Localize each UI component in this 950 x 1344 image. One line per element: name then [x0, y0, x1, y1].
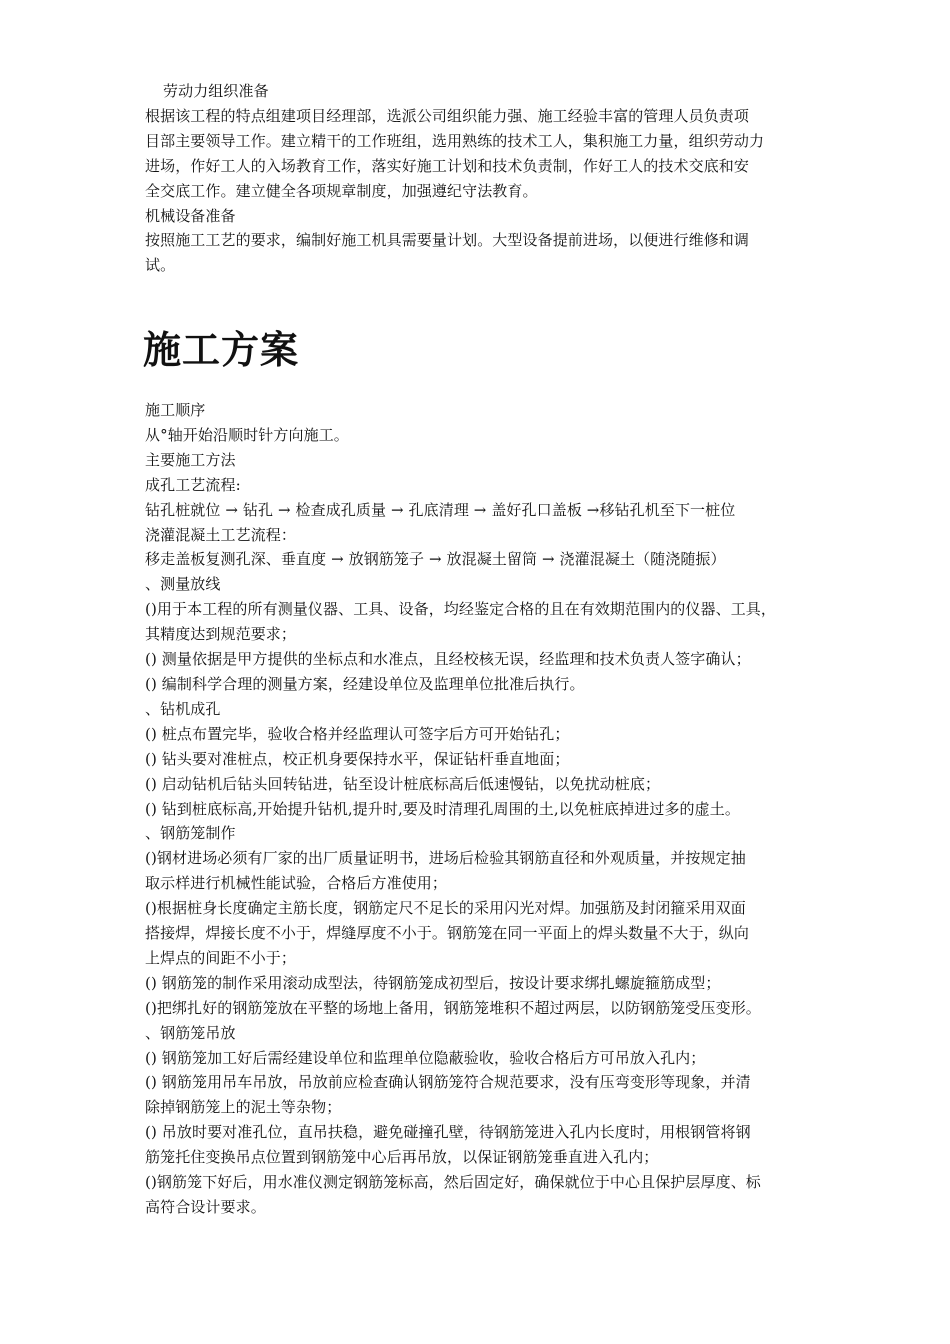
- list-item-line: ()根据桩身长度确定主筋长度，钢筋定尺不足长的采用闪光对焊。加强筋及封闭箍采用双面: [145, 899, 746, 918]
- paragraph-line: 根据该工程的特点组建项目经理部，选派公司组织能力强、施工经验丰富的管理人员负责项: [145, 106, 750, 125]
- list-item-line: () 桩点布置完毕，验收合格并经监理认可签字后方可开始钻孔；: [145, 724, 570, 743]
- paragraph-line: 按照施工工艺的要求，编制好施工机具需要量计划。大型设备提前进场，以便进行维修和调: [145, 231, 750, 250]
- paragraph-line: 目部主要领导工作。建立精干的工作班组，选用熟练的技术工人，集积施工力量，组织劳动力: [145, 131, 765, 150]
- heading-equipment-prep: 机械设备准备: [145, 206, 236, 225]
- list-item-line: () 钢筋笼用吊车吊放，吊放前应检查确认钢筋笼符合规范要求，没有压弯变形等现象，并清: [145, 1073, 751, 1092]
- subheading-survey: 、测量放线: [145, 575, 221, 594]
- list-item-line: () 启动钻机后钻头回转钻进，钻至设计桩底标高后低速慢钻，以免扰动桩底；: [145, 774, 661, 793]
- process-flow-line: 钻孔桩就位 → 钻孔 → 检查成孔质量 → 孔底清理 → 盖好孔口盖板 →移钻孔机至下一桩位: [145, 500, 736, 519]
- list-item-line: 高符合设计要求。: [145, 1198, 266, 1216]
- list-item-line: () 钢筋笼的制作采用滚动成型法，待钢筋笼成初型后，按设计要求绑扎螺旋箍筋成型；: [145, 973, 721, 992]
- list-item-line: ()钢筋笼下好后，用水准仪测定钢筋笼标高，然后固定好，确保就位于中心且保护层厚度、标: [145, 1173, 761, 1192]
- paragraph-line: 全交底工作。建立健全各项规章制度，加强遵纪守法教育。: [145, 181, 538, 200]
- list-item-line: 筋笼托住变换吊点位置到钢筋笼中心后再吊放，以保证钢筋笼垂直进入孔内；: [145, 1148, 659, 1167]
- paragraph-line: 从°轴开始沿顺时针方向施工。: [145, 425, 349, 444]
- list-item-line: 上焊点的间距不小于；: [145, 948, 297, 967]
- list-item-line: ()钢材进场必须有厂家的出厂质量证明书，进场后检验其钢筋直径和外观质量，并按规定抽: [145, 849, 746, 868]
- subheading-drilling: 、钻机成孔: [145, 699, 221, 718]
- paragraph-line: 试。: [145, 256, 176, 275]
- subheading-cage-hoisting: 、钢筋笼吊放: [145, 1023, 236, 1042]
- paragraph-line: 成孔工艺流程:: [145, 475, 241, 494]
- list-item-line: () 编制科学合理的测量方案，经建设单位及监理单位批准后执行。: [145, 674, 585, 693]
- list-item-line: () 吊放时要对准孔位，直吊扶稳，避免碰撞孔壁，待钢筋笼进入孔内长度时，用根钢管将钢: [145, 1123, 751, 1142]
- section-title: 施工方案: [143, 327, 300, 372]
- subheading-cage-fabrication: 、钢筋笼制作: [145, 824, 236, 843]
- list-item-line: 其精度达到规范要求；: [145, 625, 297, 644]
- preparation-section: [145, 79, 817, 278]
- construction-plan-section: [145, 398, 817, 1220]
- list-item-line: 取示样进行机械性能试验，合格后方准使用；: [145, 874, 448, 893]
- list-item-line: 除掉钢筋笼上的泥土等杂物；: [145, 1098, 342, 1117]
- list-item-line: ()用于本工程的所有测量仪器、工具、设备，均经鉴定合格的且在有效期范围内的仪器、工具，: [145, 600, 777, 619]
- paragraph-line: 浇灌混凝土工艺流程：: [145, 525, 297, 544]
- process-flow-line: 移走盖板复测孔深、垂直度 → 放钢筋笼子 → 放混凝土留筒 → 浇灌混凝土（随浇随振）: [145, 550, 726, 569]
- list-item-line: ()把绑扎好的钢筋笼放在平整的场地上备用，钢筋笼堆积不超过两层，以防钢筋笼受压变形。: [145, 998, 761, 1017]
- list-item-line: () 钻到桩底标高,开始提升钻机,提升时,要及时清理孔周围的土,以免桩底掉进过多的虚土。: [145, 799, 740, 818]
- list-item-line: () 钻头要对准桩点，校正机身要保持水平，保证钻杆垂直地面；: [145, 749, 570, 768]
- list-item-line: () 测量依据是甲方提供的坐标点和水准点，且经校核无误，经监理和技术负责人签字确认；: [145, 650, 751, 669]
- subheading-sequence: 施工顺序: [145, 401, 206, 419]
- heading-labor-prep: 劳动力组织准备: [163, 82, 269, 100]
- list-item-line: () 钢筋笼加工好后需经建设单位和监理单位隐蔽验收，验收合格后方可吊放入孔内；: [145, 1048, 706, 1067]
- list-item-line: 搭接焊，焊接长度不小于，焊缝厚度不小于。钢筋笼在同一平面上的焊头数量不大于，纵向: [145, 924, 750, 943]
- subheading-methods: 主要施工方法: [145, 450, 236, 469]
- paragraph-line: 进场，作好工人的入场教育工作，落实好施工计划和技术负责制，作好工人的技术交底和安: [145, 156, 750, 175]
